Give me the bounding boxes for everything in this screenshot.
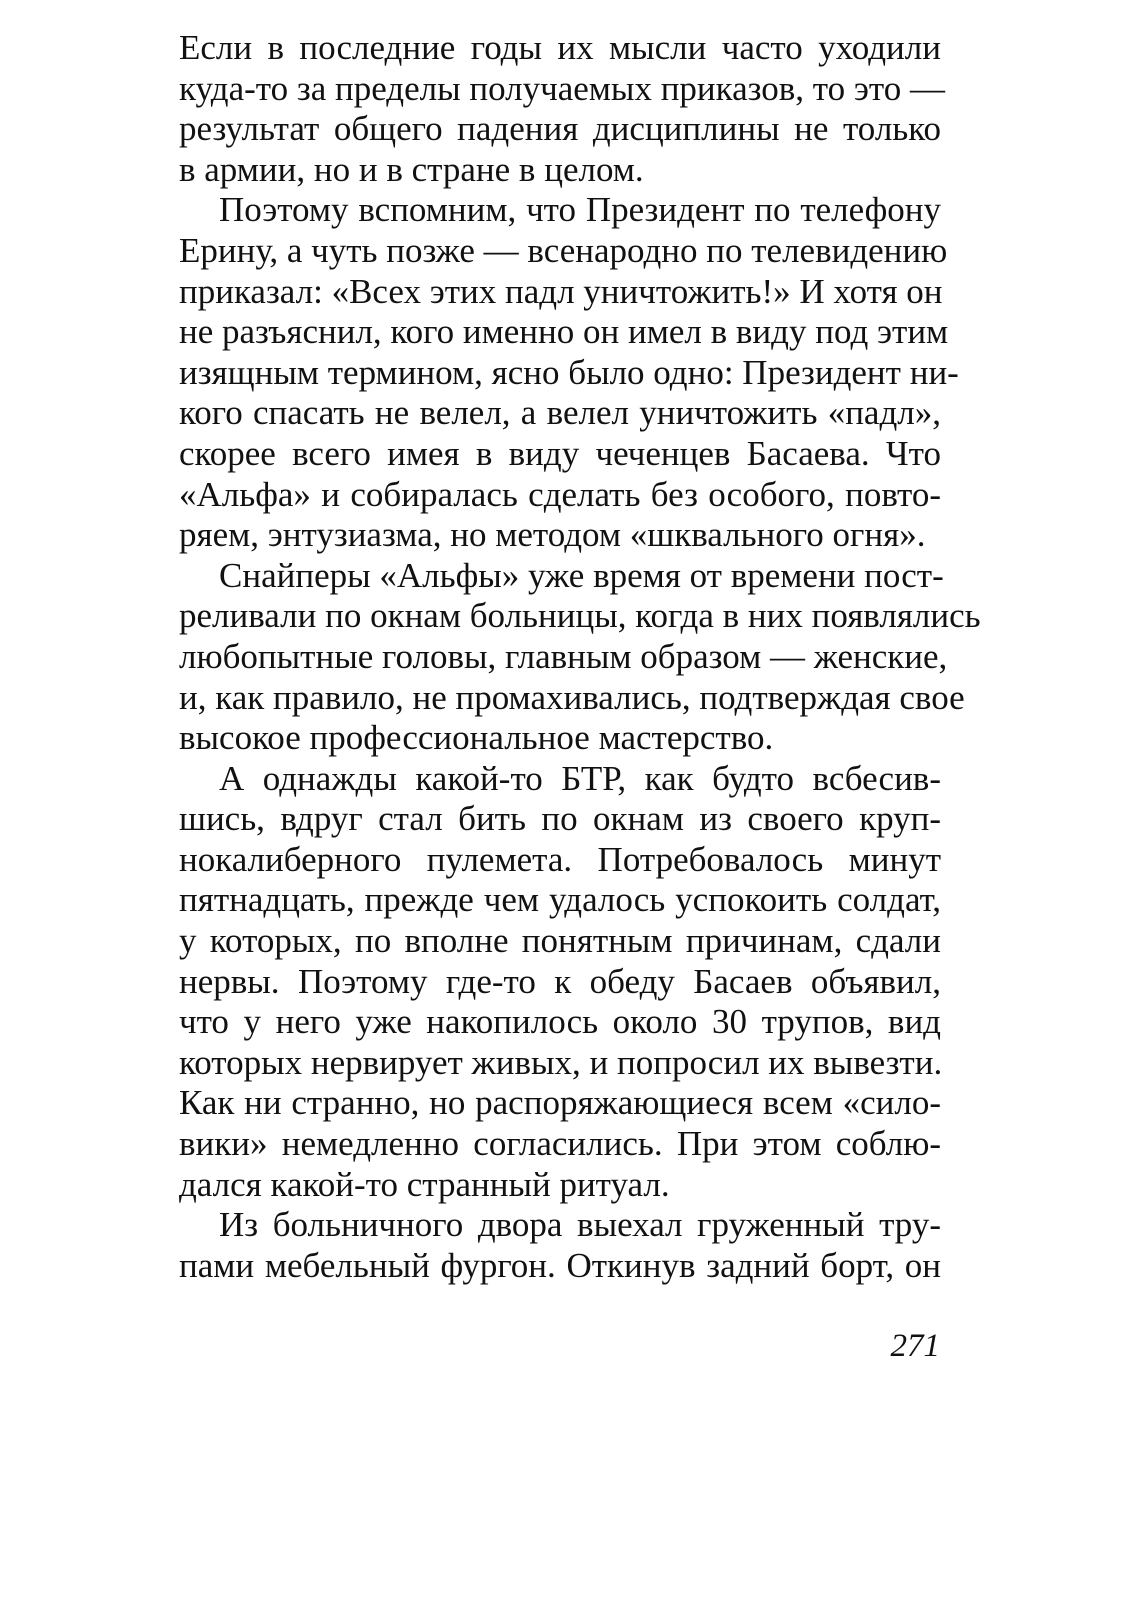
text-line: Ерину, а чуть позже — всенародно по телевидению — [179, 230, 948, 270]
text-line: Из больничного двора выехал груженный тру- — [219, 1205, 941, 1245]
text-line: которых нервирует живых, и попросил их вывезти. — [179, 1042, 943, 1082]
text-line: и, как правило, не промахивались, подтверждая свое — [179, 677, 965, 717]
text-line: пятнадцать, прежде чем удалось успокоить солдат, — [179, 880, 941, 920]
text-line: А однажды какой-то БТР, как будто всбесив- — [219, 758, 941, 798]
text-line: нервы. Поэтому где-то к обеду Басаев объявил, — [179, 961, 941, 1001]
text-line: приказал: «Всех этих падл уничтожить!» И хотя он — [179, 271, 943, 311]
text-line: Если в последние годы их мысли часто уходили — [179, 28, 941, 67]
text-line: результат общего падения дисциплины не только — [179, 109, 941, 149]
text-line: «Альфа» и собиралась сделать без особого, повто- — [179, 474, 941, 514]
text-line: что у него уже накопилось около 30 трупов, вид — [179, 1002, 941, 1042]
text-line: скорее всего имея в виду чеченцев Басаева. Что — [179, 433, 941, 473]
page-number: 271 — [890, 1328, 940, 1364]
text-line: шись, вдруг стал бить по окнам из своего круп- — [179, 799, 941, 839]
text-line: куда-то за пределы получаемых приказов, то это — — [179, 68, 946, 108]
text-line: нокалиберного пулемета. Потребовалось минут — [179, 839, 941, 879]
text-line: вики» немедленно согласились. При этом соблю- — [179, 1124, 941, 1164]
text-line: высокое профессиональное мастерство. — [179, 718, 774, 758]
body-text — [179, 28, 981, 1286]
text-line: у которых, по вполне понятным причинам, сдали — [179, 921, 941, 961]
text-line: изящным термином, ясно было одно: Президент ни- — [179, 352, 959, 392]
text-line: Снайперы «Альфы» уже время от времени пост- — [219, 555, 944, 595]
text-line: ряем, энтузиазма, но методом «шквального огня». — [179, 515, 926, 555]
text-line: дался какой-то странный ритуал. — [179, 1164, 670, 1204]
text-line: реливали по окнам больницы, когда в них появлялись — [179, 596, 981, 636]
text-line: кого спасать не велел, а велел уничтожить «падл», — [179, 393, 941, 433]
text-line: в армии, но и в стране в целом. — [179, 149, 644, 189]
text-line: любопытные головы, главным образом — женские, — [179, 636, 948, 676]
text-line: Как ни странно, но распоряжающиеся всем «сило- — [179, 1083, 941, 1123]
text-line: не разъяснил, кого именно он имел в виду под этим — [179, 312, 949, 352]
text-line: пами мебельный фургон. Откинув задний борт, он — [179, 1245, 941, 1285]
text-line: Поэтому вспомним, что Президент по телефону — [219, 190, 941, 230]
